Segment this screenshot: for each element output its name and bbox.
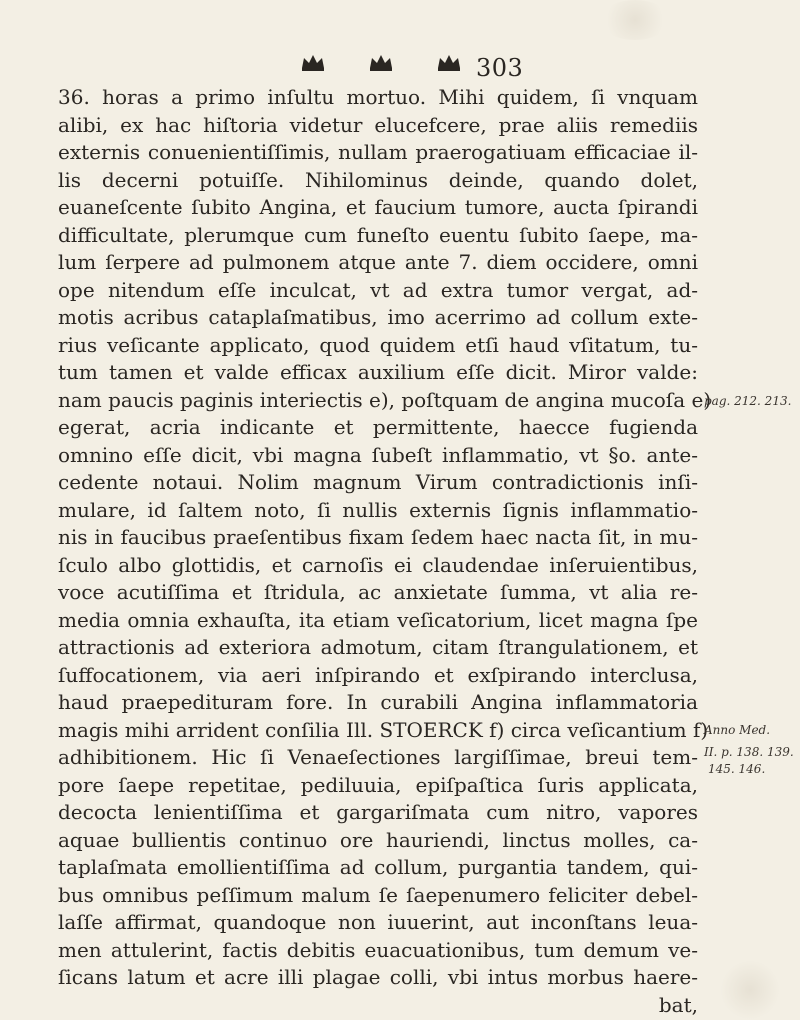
text-line: motis acribus cataplaſmatibus, imo acerrimo ad collum exte- bbox=[58, 305, 698, 329]
text-line: alibi, ex hac hiſtoria videtur elucefcere, prae aliis remediis bbox=[58, 112, 698, 137]
text-line: voce acutiſſima et ſtridula, ac anxietate ſumma, vt alia re- bbox=[58, 580, 698, 604]
text-line: lum ſerpere ad pulmonem atque ante 7. diem occidere, omni bbox=[58, 250, 698, 274]
header-ornaments bbox=[300, 52, 462, 72]
text-line: bus omnibus peſſimum malum ſe ſaepenumero feliciter debel- bbox=[58, 882, 698, 907]
body-text bbox=[58, 84, 712, 1019]
margin-note: pag. 212. 213. bbox=[704, 394, 792, 408]
text-line: ope nitendum eſſe inculcat, vt ad extra tumor vergat, ad- bbox=[58, 277, 698, 302]
text-line: laſſe affirmat, quandoque non iuuerint, aut inconſtans leua- bbox=[58, 910, 698, 934]
paper-stain bbox=[720, 960, 780, 1020]
text-line: externis conuenientiſſimis, nullam praerogatiuam efficaciae il- bbox=[58, 140, 698, 164]
text-line: nam paucis paginis interiectis e), poſtquam de angina mucoſa e) bbox=[58, 387, 712, 412]
text-line: rius veſicante applicato, quod quidem etſi haud vſitatum, tu- bbox=[58, 332, 698, 357]
text-line: euaneſcente ſubito Angina, et faucium tumore, aucta ſpirandi bbox=[58, 195, 698, 219]
text-line: ſuffocationem, via aeri inſpirando et exſpirando interclusa, bbox=[58, 662, 698, 687]
text-line: pore ſaepe repetitae, pediluuia, epiſpaſtica ſuris applicata, bbox=[58, 772, 698, 797]
text-line: bat, bbox=[658, 992, 698, 1017]
text-line: 36. horas a primo inſultu mortuo. Mihi quidem, ſi vnquam bbox=[58, 85, 698, 109]
margin-note: Anno Med. bbox=[704, 723, 771, 737]
text-line: aquae bullientis continuo ore hauriendi, linctus molles, ca- bbox=[58, 827, 698, 852]
text-line: nis in faucibus praeſentibus fixam ſedem haec nacta ſit, in mu- bbox=[58, 525, 698, 549]
margin-note: 145. 146. bbox=[708, 762, 766, 776]
text-line: decocta lenientiſſima et gargariſmata cum nitro, vapores bbox=[58, 800, 698, 824]
text-line: lis decerni potuiſſe. Nihilominus deinde, quando dolet, bbox=[58, 167, 698, 192]
text-line: cedente notaui. Nolim magnum Virum contradictionis inſi- bbox=[58, 470, 698, 494]
text-line: magis mihi arrident conſilia Ill. STOERCK f) circa veſicantium f) bbox=[58, 717, 709, 742]
text-line: difficultate, plerumque cum funeſto euentu ſubito ſaepe, ma- bbox=[58, 222, 698, 247]
text-line: ſculo albo glottidis, et carnoſis ei claudendae inſeruientibus, bbox=[58, 552, 698, 577]
text-line: egerat, acria indicante et permittente, haecce fugienda bbox=[58, 415, 698, 439]
text-line: omnino eſſe dicit, vbi magna ſubeſt inflammatio, vt §o. ante- bbox=[58, 442, 698, 467]
text-line: adhibitionem. Hic ſi Venaeſectiones largiſſimae, breui tem- bbox=[58, 745, 698, 769]
margin-note: II. p. 138. 139. bbox=[704, 745, 794, 759]
paper-stain bbox=[600, 0, 670, 40]
text-line: ſicans latum et acre illi plagae colli, vbi intus morbus haere- bbox=[58, 965, 698, 989]
text-line: attractionis ad exteriora admotum, citam ſtrangulationem, et bbox=[58, 635, 698, 659]
text-line: men attulerint, factis debitis euacuationibus, tum demum ve- bbox=[58, 937, 698, 962]
crown-ornament-icon bbox=[300, 52, 326, 72]
text-line: taplaſmata emollientiſſima ad collum, purgantia tandem, qui- bbox=[58, 855, 698, 879]
text-line: haud praepedituram fore. In curabili Angina inflammatoria bbox=[58, 690, 698, 714]
crown-ornament-icon bbox=[368, 52, 394, 72]
text-line: media omnia exhauſta, ita etiam veſicatorium, licet magna ſpe bbox=[58, 607, 698, 632]
page-number: 303 bbox=[476, 54, 524, 82]
text-line: mulare, id ſaltem noto, ſi nullis externis ſignis inflammatio- bbox=[58, 497, 698, 522]
crown-ornament-icon bbox=[436, 52, 462, 72]
text-line: tum tamen et valde efficax auxilium eſſe dicit. Miror valde: bbox=[58, 360, 698, 384]
